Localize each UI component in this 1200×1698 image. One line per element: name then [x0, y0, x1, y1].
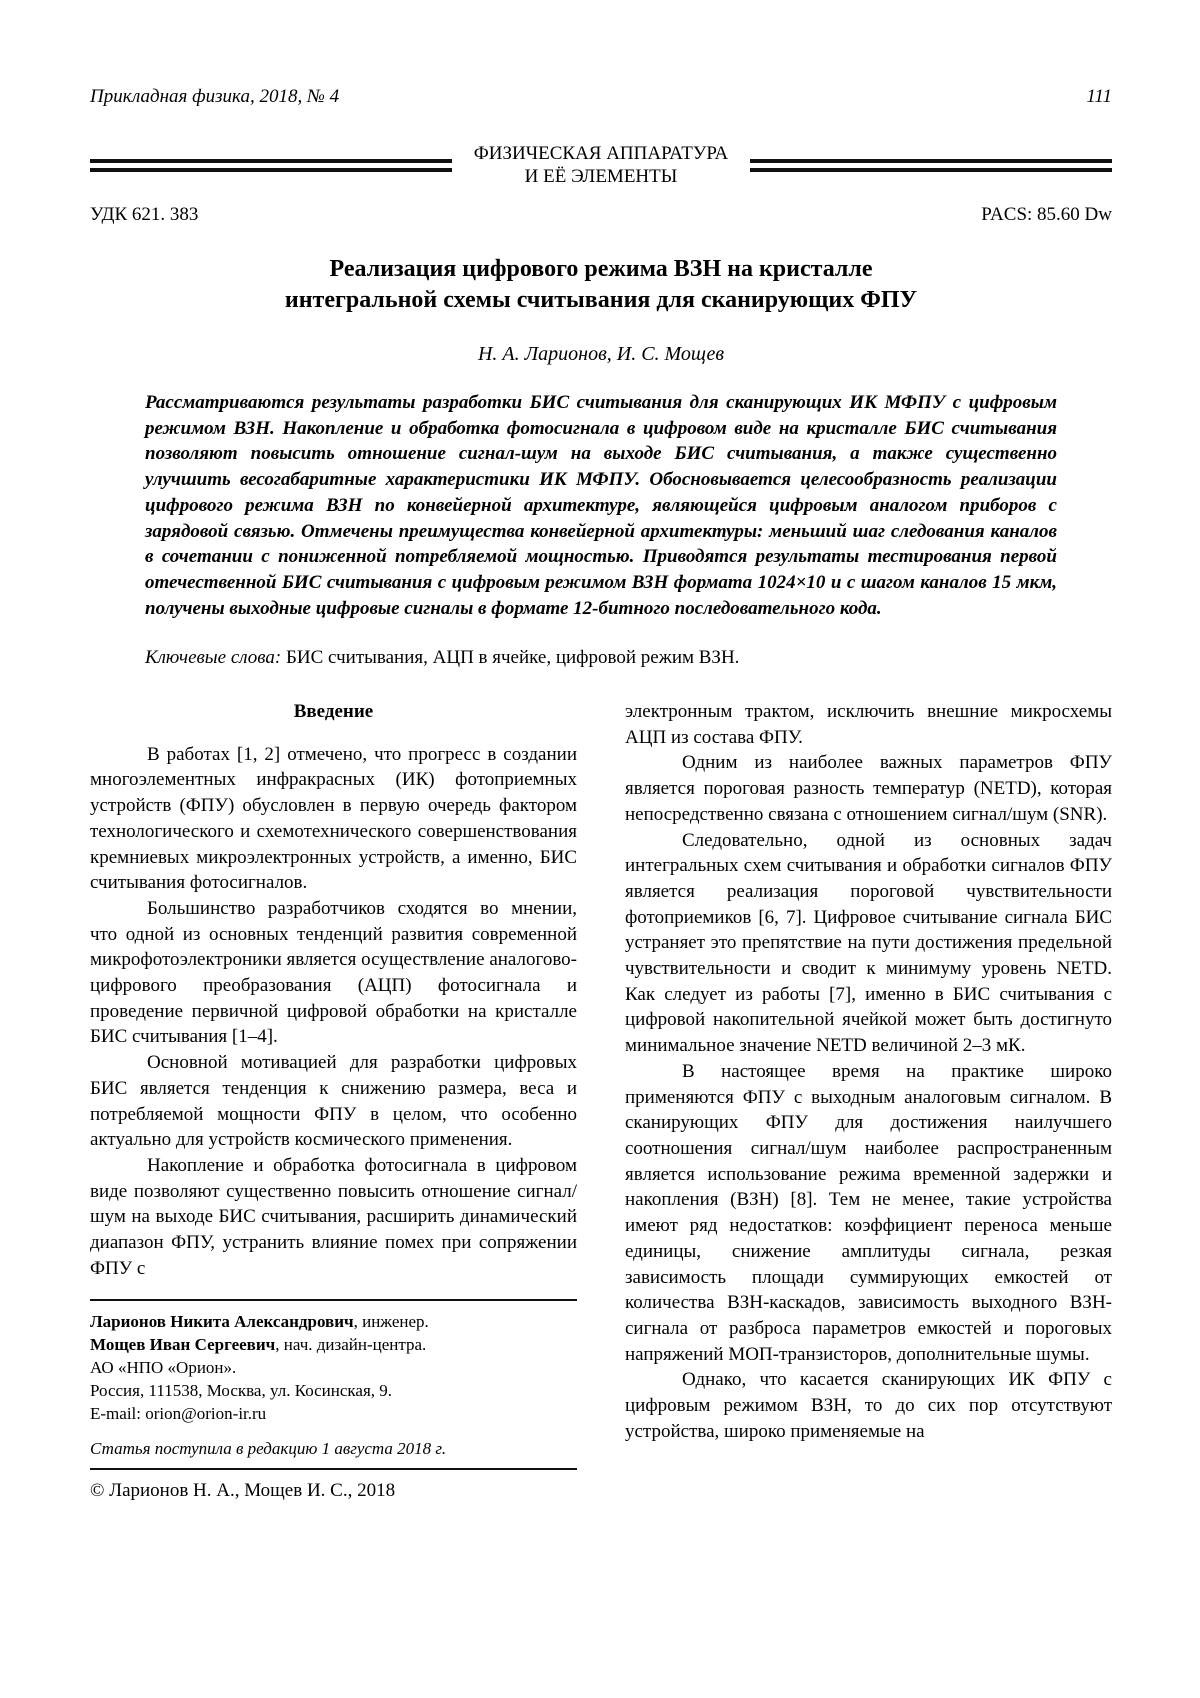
- abstract: Рассматриваются результаты разработки БИС считывания для сканирующих ИК МФПУ с цифровым режимом ВЗН. Накопление и обработка фотосигнала в цифровом виде на кристалле БИС считывания позволяют повысить отношение сигнал-шум на выходе БИС считывания, а также существенно улучшить весогабаритные характеристики ИК МФПУ. Обосновывается целесообразность реализации цифрового режима ВЗН по конвейерной архитектуре, являющейся цифровым аналогом приборов с зарядовой связью. Отмечены преимущества конвейерной архитектуры: меньший шаг следования каналов в сочетании с пониженной потребляемой мощностью. Приводятся результаты тестирования первой отечественной БИС считывания с цифровым режимом ВЗН формата 1024×10 и с шагом каналов 15 мкм, получены выходные цифровые сигналы в формате 12-битного последовательного кода.: [145, 392, 1057, 619]
- received-date: Статья поступила в редакцию 1 августа 2018 г.: [90, 1438, 447, 1458]
- footnote-author1-role: , инженер.: [353, 1311, 429, 1331]
- authors: Н. А. Ларионов, И. С. Мощев: [477, 343, 725, 365]
- udc-code: УДК 621. 383: [90, 204, 199, 225]
- double-rule-left: [90, 159, 452, 172]
- footnote-author1: [90, 1310, 577, 1333]
- double-rule-right: [750, 159, 1112, 172]
- right-column: [625, 699, 1112, 1501]
- body-paragraph: Однако, что касается сканирующих ИК ФПУ с цифровым режимом ВЗН, то до сих пор отсутствуют устройства, широко применяемые на: [625, 1369, 1112, 1442]
- running-head: [90, 86, 1112, 108]
- article-title: [90, 254, 1112, 316]
- page-number: 111: [1086, 86, 1112, 107]
- footnote-address: Россия, 111538, Москва, ул. Косинская, 9.: [90, 1380, 393, 1400]
- article-title-line2: интегральной схемы считывания для сканирующих ФПУ: [284, 287, 918, 313]
- footnote-separator: [90, 1299, 577, 1301]
- body-paragraph: Накопление и обработка фотосигнала в цифровом виде позволяют существенно повысить отношение сигнал/шум на выходе БИС считывания, расширить динамический диапазон ФПУ, устранить влияние помех при сопряжении ФПУ с: [90, 1154, 577, 1279]
- author-footnote: [90, 1310, 577, 1425]
- footnote-author1-name: Ларионов Никита Александрович: [90, 1311, 354, 1331]
- journal-name: Прикладная физика, 2018, № 4: [90, 86, 340, 107]
- keywords-text: БИС считывания, АЦП в ячейке, цифровой режим ВЗН.: [281, 647, 740, 669]
- body-paragraph: В настоящее время на практике широко применяются ФПУ с выходным аналоговым сигналом. В сканирующих ФПУ для достижения наилучшего соотношения сигнал/шум наиболее распространенным является использование режима временной задержки и накопления (ВЗН) [8]. Тем не менее, такие устройства имеют ряд недостатков: коэффициент переноса меньше единицы, снижение амплитуды сигнала, резкая зависимость площади суммирующих емкостей от количества ВЗН-каскадов, зависимость выходного ВЗН-сигнала от разброса параметров емкостей и пороговых напряжений МОП-транзисторов, дополнительные шумы.: [625, 1060, 1112, 1365]
- body-paragraph: В работах [1, 2] отмечено, что прогресс в создании многоэлементных инфракрасных (ИК) фотоприемных устройств (ФПУ) обусловлен в первую очередь фактором технологического и схемотехнического совершенствования кремниевых микроэлектронных устройств, а именно, БИС считывания фотосигналов.: [90, 743, 577, 894]
- section-title-line1: ФИЗИЧЕСКАЯ АППАРАТУРА: [473, 143, 729, 164]
- body-paragraph: Одним из наиболее важных параметров ФПУ является пороговая разность температур (NETD), которая непосредственно связана с отношением сигнал/шум (SNR).: [625, 752, 1112, 825]
- body-paragraph: Большинство разработчиков сходятся во мнении, что одной из основных тенденций развития современной микрофотоэлектроники является осуществление аналогово-цифрового преобразования (АЦП) фотосигнала и проведение первичной цифровой обработки на кристалле БИС считывания [1–4].: [90, 897, 577, 1048]
- section-title-line2: И ЕЁ ЭЛЕМЕНТЫ: [524, 166, 678, 187]
- keywords: [145, 645, 1057, 671]
- body-paragraph-continuation: электронным трактом, исключить внешние микросхемы АЦП из состава ФПУ.: [625, 701, 1112, 748]
- footnote-author2-name: Мощев Иван Сергеевич: [90, 1334, 276, 1354]
- body-paragraph: Основной мотивацией для разработки цифровых БИС является тенденция к снижению размера, веса и потребляемой мощности ФПУ в целом, что особенно актуально для устройств космического применения.: [90, 1052, 577, 1151]
- pacs-code: PACS: 85.60 Dw: [981, 204, 1112, 225]
- article-title-line1: Реализация цифрового режима ВЗН на кристалле: [329, 256, 873, 282]
- footnote-author2-role: , нач. дизайн-центра.: [275, 1334, 427, 1354]
- body-paragraph: Следовательно, одной из основных задач интегральных схем считывания и обработки сигналов ФПУ является реализация пороговой чувствительности фотоприемиков [6, 7]. Цифровое считывание сигнала БИС устраняет это препятствие на пути достижения предельной чувствительности и сводит к минимуму уровень NETD. Как следует из работы [7], именно в БИС считывания с цифровой накопительной ячейкой может быть достигнуто минимальное значение NETD величиной 2–3 мК.: [625, 829, 1112, 1057]
- copyright-line: © Ларионов Н. А., Мощев И. С., 2018: [90, 1479, 396, 1501]
- copyright-separator: [90, 1468, 577, 1470]
- left-column: [90, 699, 577, 1501]
- footnote-organization: АО «НПО «Орион».: [90, 1357, 237, 1377]
- two-column-body: [90, 699, 1112, 1501]
- section-title: [452, 142, 750, 188]
- footnote-email: E-mail: orion@orion-ir.ru: [90, 1403, 267, 1423]
- intro-heading: Введение: [293, 701, 374, 723]
- udc-row: [90, 204, 1112, 226]
- footnote-author2: [90, 1333, 577, 1356]
- section-band: [90, 142, 1112, 188]
- keywords-label: Ключевые слова:: [145, 647, 282, 669]
